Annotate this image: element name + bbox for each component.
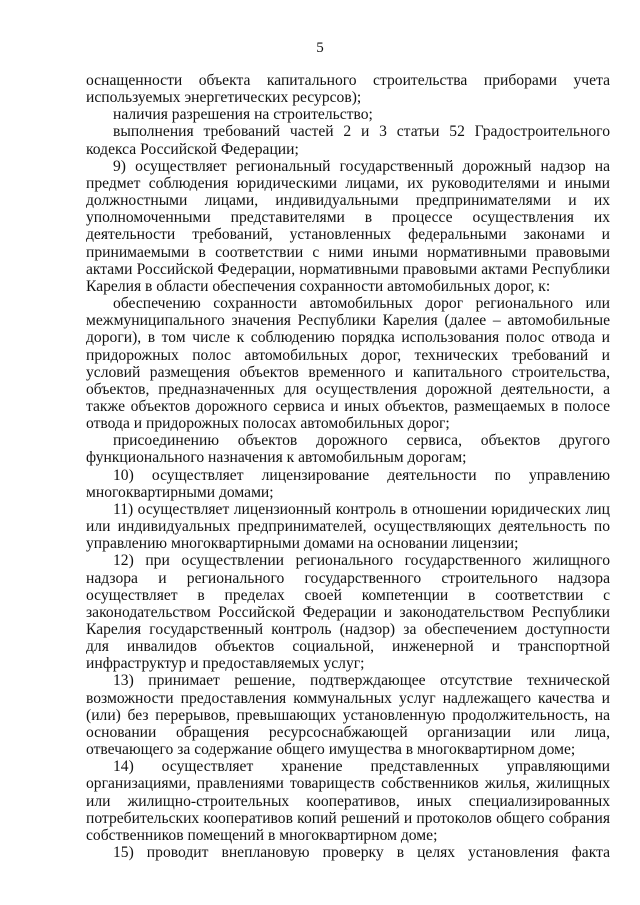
paragraph-item-10: 10) осуществляет лицензирование деятельности по управлению многоквартирными домами; [86, 466, 610, 501]
paragraph-item-9: 9) осуществляет региональный государственный дорожный надзор на предмет соблюдения юридическими лицами, их руководителями и иными должностными лицами, индивидуальными предпринимателями и их уполномоченными представителями в процессе осуществления их деятельности требований, установленных федеральными законами и принимаемыми в соответствии с ними иными нормативными правовыми актами Российской Федерации, нормативными правовыми актами Республики Карелия в области обеспечения сохранности автомобильных дорог, к: [86, 157, 610, 295]
paragraph-permit: наличия разрешения на строительство; [113, 106, 373, 124]
paragraph-item-11: 11) осуществляет лицензионный контроль в отношении юридических лиц или индивидуальных предпринимателей, осуществляющих деятельность по управлению многоквартирными домами на основании лицензии; [86, 500, 610, 553]
document-body [86, 72, 610, 861]
paragraph-requirements: выполнения требований частей 2 и 3 статьи 52 Градостроительного кодекса Российской Федерации; [86, 123, 610, 158]
paragraph-item-14: 14) осуществляет хранение представленных управляющими организациями, правлениями товариществ собственников жилья, жилищных или жилищно-строительных кооперативов, иных специализированных потребительских кооперативов копий решений и протоколов общего собрания собственников помещений в многоквартирном доме; [86, 758, 610, 844]
paragraph-road-safety: обеспечению сохранности автомобильных дорог регионального или межмуниципального значения Республики Карелия (далее – автомобильные дороги), в том числе к соблюдению порядка использования полос отвода и придорожных полос автомобильных дорог, технических требований и условий размещения объектов временного и капитального строительства, объектов, предназначенных для осуществления дорожной деятельности, а также объектов дорожного сервиса и иных объектов, размещаемых в полосе отвода и придорожных полосах автомобильных дорог; [86, 295, 610, 433]
paragraph-item-13: 13) принимает решение, подтверждающее отсутствие технической возможности предоставления коммунальных услуг надлежащего качества и (или) без перерывов, превышающих установленную продолжительность, на основании обращения ресурсоснабжающей организации или лица, отвечающего за содержание общего имущества в многоквартирном доме; [86, 672, 610, 759]
page-number: 5 [316, 40, 324, 56]
paragraph-road-connection: присоединению объектов дорожного сервиса, объектов другого функционального назначения к автомобильным дорогам; [86, 432, 610, 467]
paragraph-item-12: 12) при осуществлении регионального государственного жилищного надзора и регионального государственного строительного надзора осуществляет в пределах своей компетенции в соответствии с законодательством Российской Федерации и законодательством Республики Карелия государственный контроль (надзор) за обеспечением доступности для инвалидов объектов социальной, инженерной и транспортной инфраструктур и предоставляемых услуг; [86, 552, 610, 673]
paragraph-item-15: 15) проводит внеплановую проверку в целях установления факта [113, 844, 610, 862]
paragraph-continuation: оснащенности объекта капитального строительства приборами учета используемых энергетических ресурсов); [86, 72, 610, 107]
